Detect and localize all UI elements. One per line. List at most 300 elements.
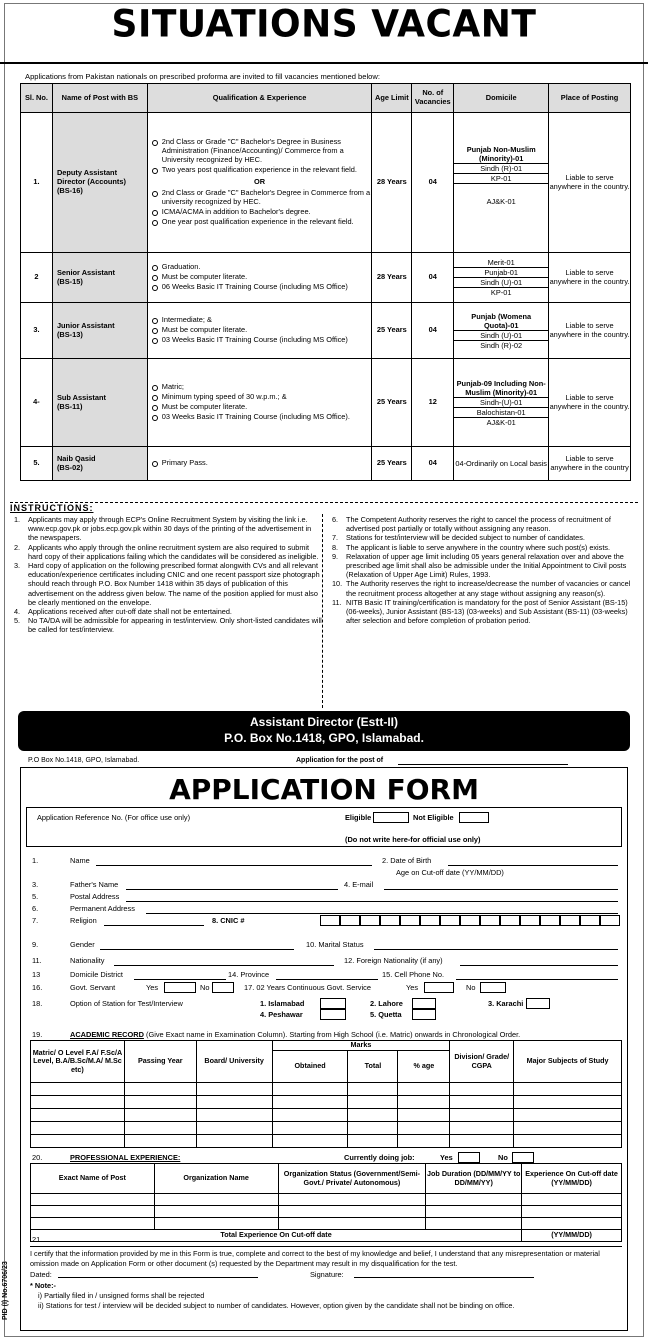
instructions-left-column	[14, 515, 322, 635]
field-number: 11.	[32, 956, 42, 965]
instruction-text: NITB Basic IT training/certification is mandatory for the post of Senior Assistant (BS-15) (06-weeks), Junior Assistant (BS-13) (03-weeks) and Sub Assistant (BS-11) (03-weeks) after selection and before completion of probation period.	[346, 597, 628, 626]
qualification-list	[148, 263, 372, 292]
qualification-item: One year post qualification experience in the relevant field.	[162, 218, 372, 227]
table-row	[21, 303, 631, 359]
instructions-heading: INSTRUCTIONS:	[10, 503, 94, 513]
field-number: 5.	[32, 892, 39, 901]
experience-entry-cell[interactable]	[426, 1206, 522, 1218]
instructions-rule	[10, 502, 638, 513]
marital-status-label: 10. Marital Status	[306, 940, 364, 949]
continuous-yes-checkbox[interactable]	[424, 982, 454, 993]
academic-entry-cell[interactable]	[348, 1122, 398, 1135]
foreign-nationality-input[interactable]	[460, 958, 618, 966]
certification-section	[30, 1246, 622, 1311]
cnic-digit-box[interactable]	[580, 915, 600, 926]
table-header-cell: No. of Vacancies	[412, 84, 454, 113]
academic-col-board: Board/ University	[196, 1041, 272, 1083]
place-of-posting: Liable to serve anywhere in the country.	[549, 359, 631, 447]
academic-entry-cell[interactable]	[450, 1122, 514, 1135]
cnic-digit-box[interactable]	[400, 915, 420, 926]
cnic-digit-box[interactable]	[420, 915, 440, 926]
station-karachi-box[interactable]	[526, 998, 550, 1009]
continuous-service-label: 17. 02 Years Continuous Govt. Service	[244, 983, 371, 992]
pid-reference: PID (I) No.6706/23	[2, 1261, 9, 1320]
domicile-item: Punjab-01	[454, 268, 548, 278]
cnic-digit-box[interactable]	[520, 915, 540, 926]
station-quetta-box[interactable]	[412, 1009, 436, 1020]
academic-entry-cell[interactable]	[124, 1122, 196, 1135]
prof-col-post: Exact Name of Post	[31, 1164, 155, 1194]
religion-input[interactable]	[104, 918, 204, 926]
reference-label: Application Reference No. (For office use only)	[37, 813, 191, 822]
qualification-item: 03 Weeks Basic IT Training Course (including MS Office)	[162, 336, 372, 345]
table-row	[21, 359, 631, 447]
table-row	[31, 1218, 622, 1230]
instruction-item	[14, 607, 322, 616]
intro-text: Applications from Pakistan nationals on prescribed proforma are invited to fill vacancies mentioned below:	[25, 72, 380, 81]
govt-yes-checkbox[interactable]	[164, 982, 196, 993]
academic-entry-cell[interactable]	[514, 1135, 622, 1148]
post-name-cell	[52, 113, 147, 253]
post-bs: (BS-02)	[56, 462, 83, 472]
foreign-nationality-label: 12. Foreign Nationality (if any)	[344, 956, 443, 965]
experience-entry-cell[interactable]	[154, 1206, 278, 1218]
experience-entry-cell[interactable]	[278, 1218, 426, 1230]
cnic-digit-box[interactable]	[540, 915, 560, 926]
table-row	[21, 447, 631, 481]
academic-entry-cell[interactable]	[398, 1083, 450, 1096]
academic-entry-cell[interactable]	[514, 1083, 622, 1096]
cnic-digit-box[interactable]	[340, 915, 360, 926]
domicile-cell	[454, 447, 549, 481]
po-box-small: P.O Box No.1418, GPO, Islamabad.	[28, 757, 140, 764]
qualification-list	[148, 383, 372, 422]
qualification-item: Must be computer literate.	[162, 326, 372, 335]
domicile-item: Punjab-09 Including Non-Muslim (Minority)-01	[454, 379, 548, 398]
job-no-checkbox[interactable]	[512, 1152, 534, 1163]
qualification-item: 03 Weeks Basic IT Training Course (including MS Office).	[162, 413, 372, 422]
qualification-cell	[147, 113, 372, 253]
academic-entry-cell[interactable]	[348, 1083, 398, 1096]
academic-entry-cell[interactable]	[450, 1109, 514, 1122]
station-lahore-label: 2. Lahore	[370, 999, 403, 1008]
field-number: 18.	[32, 999, 43, 1008]
cnic-digit-box[interactable]	[360, 915, 380, 926]
instruction-item	[332, 533, 640, 542]
not-eligible-box[interactable]	[459, 812, 489, 823]
experience-entry-cell[interactable]	[522, 1218, 622, 1230]
instruction-text: No TA/DA will be admissible for appearing in test/interview. Only short-listed candidates will be called for test/interview.	[28, 616, 322, 635]
currently-doing-job-label: Currently doing job:	[344, 1153, 415, 1162]
cnic-digit-box[interactable]	[460, 915, 480, 926]
field-number: 1.	[32, 856, 39, 865]
academic-entry-cell[interactable]	[272, 1096, 348, 1109]
domicile-item: Sindh (U)-01	[454, 278, 548, 288]
station-peshawar-label: 4. Peshawar	[260, 1010, 303, 1019]
name-input[interactable]	[96, 858, 372, 866]
field-number: 9.	[32, 940, 39, 949]
qualification-item: Must be computer literate.	[162, 273, 372, 282]
reference-box	[26, 807, 622, 847]
academic-entry-cell[interactable]	[196, 1109, 272, 1122]
age-limit: 28 Years	[372, 113, 412, 253]
field-number: 6.	[32, 904, 39, 913]
cnic-digit-box[interactable]	[500, 915, 520, 926]
vacancy-count: 04	[412, 253, 454, 303]
academic-entry-cell[interactable]	[196, 1083, 272, 1096]
qualification-item: Graduation.	[162, 263, 372, 272]
vacancy-table	[20, 83, 631, 481]
station-karachi-label: 3. Karachi	[488, 999, 524, 1008]
domicile-item: Punjab Non-Muslim (Minority)-01	[454, 145, 548, 164]
table-row	[31, 1194, 622, 1206]
domicile-item: Sindh (U)-01	[454, 331, 548, 341]
post-bs: (BS-11)	[56, 401, 83, 411]
qualification-item: 2nd Class or Grade "C" Bachelor's Degree in Business Administration (Finance/Accounting)/ Commerce from a University recognized by HEC.	[162, 138, 372, 165]
table-header-cell: Sl. No.	[21, 84, 53, 113]
govt-no-checkbox[interactable]	[212, 982, 234, 993]
post-name-cell	[52, 253, 147, 303]
domicile-item: KP-01	[454, 174, 548, 184]
vacancy-count: 04	[412, 447, 454, 481]
domicile-item: AJ&K-01	[486, 417, 516, 427]
experience-entry-cell[interactable]	[278, 1206, 426, 1218]
domicile-cell	[454, 113, 549, 253]
eligible-label: Eligible	[345, 813, 372, 822]
table-header-cell: Place of Posting	[549, 84, 631, 113]
not-eligible-label: Not Eligible	[413, 813, 454, 822]
field-number: 3.	[32, 880, 39, 889]
province-label: 14. Province	[228, 970, 270, 979]
qualification-item: Must be computer literate.	[162, 403, 372, 412]
station-lahore-box[interactable]	[412, 998, 436, 1009]
academic-col-exam: Matric/ O Level F.A/ F.Sc/A Level, B.A/B.Sc/M.A/ M.Sc etc)	[31, 1041, 125, 1083]
instruction-item	[332, 543, 640, 552]
qualification-item: Two years post qualification experience in the relevant field.	[162, 166, 372, 175]
dated-label: Dated:	[30, 1270, 52, 1279]
domicile-item: Sindh (R)-01	[454, 164, 548, 174]
academic-entry-cell[interactable]	[398, 1122, 450, 1135]
cnic-label: 8. CNIC #	[212, 916, 245, 925]
post-name: Junior Assistant	[56, 320, 115, 330]
station-option-label: Option of Station for Test/Interview	[70, 999, 183, 1008]
age-limit: 25 Years	[372, 447, 412, 481]
cnic-digit-box[interactable]	[600, 915, 620, 926]
table-row	[31, 1109, 622, 1122]
academic-entry-cell[interactable]	[31, 1122, 125, 1135]
academic-col-obtained: Obtained	[272, 1051, 348, 1083]
gender-input[interactable]	[100, 942, 294, 950]
gender-label: Gender	[70, 940, 95, 949]
note-item: ii) Stations for test / interview will be decided subject to number of candidates. However, option given by the candidate shall not be binding on office.	[38, 1301, 515, 1310]
eligible-box[interactable]	[373, 812, 409, 823]
instruction-item	[332, 515, 640, 533]
academic-col-percent: % age	[398, 1051, 450, 1083]
academic-entry-cell[interactable]	[31, 1109, 125, 1122]
application-for-post-label: Application for the post of	[296, 757, 384, 764]
experience-entry-cell[interactable]	[31, 1218, 155, 1230]
vacancy-count: 04	[412, 303, 454, 359]
table-row	[31, 1206, 622, 1218]
instruction-item	[14, 515, 322, 543]
post-name: Sub Assistant	[56, 392, 106, 402]
table-header-cell: Age Limit	[372, 84, 412, 113]
experience-entry-cell[interactable]	[278, 1194, 426, 1206]
experience-entry-cell[interactable]	[426, 1218, 522, 1230]
instruction-number: 4.	[14, 607, 21, 617]
qualification-list	[148, 459, 372, 468]
prof-col-organization: Organization Name	[154, 1164, 278, 1194]
dob-input[interactable]	[448, 858, 618, 866]
academic-entry-cell[interactable]	[348, 1135, 398, 1148]
note-heading: * Note:-	[30, 1281, 56, 1290]
academic-record-table	[30, 1040, 622, 1148]
instruction-number: 11.	[332, 597, 342, 607]
instruction-text: Stations for test/interview will be decided subject to number of candidates.	[346, 533, 585, 543]
qualification-list	[148, 189, 372, 227]
post-serial: 5.	[21, 447, 53, 481]
title-rule	[0, 62, 648, 64]
table-row	[31, 1135, 622, 1148]
experience-entry-cell[interactable]	[154, 1218, 278, 1230]
cnic-digit-box[interactable]	[440, 915, 460, 926]
academic-entry-cell[interactable]	[450, 1083, 514, 1096]
note-item: i) Partially filed in / unsigned forms shall be rejected	[38, 1291, 205, 1300]
academic-entry-cell[interactable]	[124, 1096, 196, 1109]
address-banner	[18, 711, 630, 751]
signature-input[interactable]	[354, 1270, 534, 1278]
academic-entry-cell[interactable]	[348, 1109, 398, 1122]
post-applied-line[interactable]	[398, 757, 568, 765]
academic-entry-cell[interactable]	[196, 1096, 272, 1109]
prof-col-status: Organization Status (Government/Semi-Govt./ Private/ Autonomous)	[278, 1164, 426, 1194]
instruction-number: 3.	[14, 561, 21, 571]
domicile-district-label: Domicile District	[70, 970, 123, 979]
academic-entry-cell[interactable]	[196, 1122, 272, 1135]
qualification-item: Matric;	[162, 383, 372, 392]
nationality-input[interactable]	[114, 958, 334, 966]
academic-entry-cell[interactable]	[196, 1135, 272, 1148]
domicile-cell	[454, 253, 549, 303]
age-limit: 28 Years	[372, 253, 412, 303]
page-title: SITUATIONS VACANT	[111, 2, 537, 47]
instruction-text: Relaxation of upper age limit including 05 years general relaxation over and above the prescribed age limit shall also be admissible under the Initial Appointment to Civil posts (Relaxation of Upper Age Limit) Rules, 1993.	[346, 551, 627, 580]
qualification-item: 06 Weeks Basic IT Training Course (including MS Office)	[162, 283, 372, 292]
or-separator: OR	[254, 176, 266, 186]
field-number: 13	[32, 970, 41, 979]
post-bs: (BS-13)	[56, 329, 83, 339]
continuous-no-label: No	[466, 983, 476, 992]
academic-entry-cell[interactable]	[450, 1135, 514, 1148]
experience-entry-cell[interactable]	[522, 1194, 622, 1206]
experience-entry-cell[interactable]	[31, 1206, 155, 1218]
academic-col-division: Division/ Grade/ CGPA	[450, 1041, 514, 1083]
academic-col-year: Passing Year	[124, 1041, 196, 1083]
qualification-cell	[147, 303, 372, 359]
instruction-number: 1.	[14, 515, 21, 524]
instruction-text: Hard copy of application on the following prescribed format alongwith CVs and all relevant education/experience certificates including CNIC and one recent passport size photograph should reach through P.O. Box Number 1418 within 35 days of publication of this advertisement on the address given below. The name of the position applied for must also be clearly mentioned on the envelope.	[28, 561, 320, 607]
job-yes-checkbox[interactable]	[458, 1152, 480, 1163]
post-serial: 3.	[21, 303, 53, 359]
instruction-item	[14, 543, 322, 561]
academic-entry-cell[interactable]	[398, 1096, 450, 1109]
field-number: 20.	[32, 1153, 43, 1162]
post-name: Senior Assistant	[56, 267, 115, 277]
prof-col-duration: Job Duration (DD/MM/YY to DD/MM/YY)	[426, 1164, 522, 1194]
cnic-digit-box[interactable]	[480, 915, 500, 926]
field-number: 21.	[32, 1235, 43, 1244]
place-of-posting: Liable to serve anywhere in the country	[549, 447, 631, 481]
post-bs: (BS-15)	[56, 276, 83, 286]
academic-entry-cell[interactable]	[124, 1083, 196, 1096]
academic-entry-cell[interactable]	[31, 1135, 125, 1148]
cell-phone-input[interactable]	[456, 972, 618, 980]
cnic-digit-box[interactable]	[560, 915, 580, 926]
academic-entry-cell[interactable]	[31, 1083, 125, 1096]
table-header-cell: Name of Post with BS	[52, 84, 147, 113]
domicile-item: Punjab (Womena Quota)-01	[454, 312, 548, 331]
govt-no-label: No	[200, 983, 210, 992]
academic-entry-cell[interactable]	[398, 1135, 450, 1148]
academic-col-total: Total	[348, 1051, 398, 1083]
experience-entry-cell[interactable]	[426, 1194, 522, 1206]
address-line-1: Assistant Director (Estt-II)	[249, 715, 399, 729]
vacancy-count: 04	[412, 113, 454, 253]
total-experience-unit: (YY/MM/DD)	[522, 1230, 622, 1242]
nationality-label: Nationality	[70, 956, 105, 965]
place-of-posting: Liable to serve anywhere in the country.	[549, 113, 631, 253]
certification-text: I certify that the information provided by me in this Form is true, complete and correct to the best of my knowledge and belief, I understand that any misrepresentation or material omission made on Application Form or other document (s) requested by the Department may result in my disqualification for the test.	[30, 1249, 600, 1268]
prof-col-experience: Experience On Cut-off date (YY/MM/DD)	[522, 1164, 622, 1194]
province-input[interactable]	[276, 972, 378, 980]
professional-experience-label: PROFESSIONAL EXPERIENCE:	[70, 1153, 181, 1162]
post-serial: 1.	[21, 113, 53, 253]
domicile-item: Sindh-(U)-01	[454, 398, 548, 408]
academic-entry-cell[interactable]	[272, 1122, 348, 1135]
instruction-text: The Competent Authority reserves the right to cancel the process of recruitment of advertised post partially or totally without assigning any reason.	[346, 515, 611, 534]
academic-entry-cell[interactable]	[124, 1109, 196, 1122]
instructions-divider	[322, 514, 323, 708]
father-name-label: Father's Name	[70, 880, 119, 889]
office-use-note: (Do not write here-for official use only)	[345, 835, 481, 844]
postal-address-input[interactable]	[126, 894, 618, 902]
instruction-number: 8.	[332, 542, 339, 552]
post-name-cell	[52, 359, 147, 447]
academic-entry-cell[interactable]	[514, 1096, 622, 1109]
instruction-number: 6.	[332, 515, 339, 524]
academic-entry-cell[interactable]	[272, 1135, 348, 1148]
domicile-cell	[454, 303, 549, 359]
academic-entry-cell[interactable]	[31, 1096, 125, 1109]
experience-entry-cell[interactable]	[154, 1194, 278, 1206]
post-serial: 4-	[21, 359, 53, 447]
age-limit: 25 Years	[372, 359, 412, 447]
instruction-text: Applicants may apply through ECP's Online Recruitment System by visiting the link i.e. www.ecp.gov.pk or jobs.ecp.gov.pk within 30 days of the printing of the advertisement in the newspapers.	[28, 515, 312, 543]
station-quetta-label: 5. Quetta	[370, 1010, 402, 1019]
domicile-item: Merit-01	[454, 258, 548, 268]
instruction-number: 10.	[332, 579, 343, 589]
field-number: 7.	[32, 916, 39, 925]
table-row	[31, 1083, 622, 1096]
table-row	[31, 1122, 622, 1135]
station-peshawar-box[interactable]	[320, 1009, 346, 1020]
table-row	[31, 1096, 622, 1109]
instruction-number: 9.	[332, 551, 339, 561]
total-experience-label: Total Experience On Cut-off date	[31, 1230, 522, 1242]
qualification-item: Primary Pass.	[162, 459, 372, 468]
qualification-cell	[147, 447, 372, 481]
qualification-item: 2nd Class or Grade "C" Bachelor's Degree in Commerce from a university recognized by HEC.	[161, 188, 371, 207]
instructions-right-column	[332, 515, 640, 625]
academic-entry-cell[interactable]	[272, 1109, 348, 1122]
instruction-item	[14, 561, 322, 607]
academic-entry-cell[interactable]	[348, 1096, 398, 1109]
email-input[interactable]	[384, 882, 618, 890]
experience-entry-cell[interactable]	[522, 1206, 622, 1218]
instruction-text: The applicant is liable to serve anywhere in the country where such post(s) exists.	[346, 542, 611, 552]
postal-address-label: Postal Address	[70, 892, 120, 901]
age-limit: 25 Years	[372, 303, 412, 359]
academic-entry-cell[interactable]	[514, 1109, 622, 1122]
job-no-label: No	[498, 1153, 508, 1162]
domicile-item: 04-Ordinarily on Local basis	[455, 459, 547, 468]
academic-entry-cell[interactable]	[514, 1122, 622, 1135]
qualification-item: Intermediate; &	[162, 316, 372, 325]
field-number: 19.	[32, 1030, 43, 1039]
post-name: Deputy Assistant Director (Accounts)	[56, 168, 126, 187]
qualification-item: ICMA/ACMA in addition to Bachelor's degree.	[162, 208, 372, 217]
religion-label: Religion	[70, 916, 97, 925]
post-name-cell	[52, 447, 147, 481]
dated-input[interactable]	[58, 1270, 258, 1278]
signature-label: Signature:	[310, 1270, 344, 1279]
age-cutoff-label: Age on Cut-off date (YY/MM/DD)	[396, 868, 504, 877]
instruction-number: 2.	[14, 542, 21, 552]
table-header-cell: Qualification & Experience	[147, 84, 372, 113]
experience-entry-cell[interactable]	[31, 1194, 155, 1206]
vacancy-count: 12	[412, 359, 454, 447]
cnic-digit-box[interactable]	[380, 915, 400, 926]
qualification-cell	[147, 253, 372, 303]
domicile-district-input[interactable]	[134, 972, 226, 980]
domicile-item: AJ&K-01	[486, 197, 516, 206]
cnic-digit-box[interactable]	[320, 915, 340, 926]
table-header-cell: Domicile	[454, 84, 549, 113]
instruction-item	[332, 579, 640, 597]
field-number: 16.	[32, 983, 43, 992]
name-label: Name	[70, 856, 90, 865]
academic-record-note: (Give Exact name in Examination Column). Starting from High School (i.e. Matric) onwards in Chronological Order.	[146, 1030, 521, 1039]
instruction-number: 7.	[332, 533, 339, 543]
academic-entry-cell[interactable]	[124, 1135, 196, 1148]
marital-status-input[interactable]	[374, 942, 618, 950]
academic-col-subjects: Major Subjects of Study	[514, 1041, 622, 1083]
academic-entry-cell[interactable]	[272, 1083, 348, 1096]
post-name: Naib Qasid	[56, 453, 96, 463]
continuous-yes-label: Yes	[406, 983, 419, 992]
academic-entry-cell[interactable]	[450, 1096, 514, 1109]
permanent-address-input[interactable]	[146, 906, 618, 914]
email-label: 4. E-mail	[344, 880, 374, 889]
instruction-text: Applicants who apply through the online recruitment system are also required to submit hard copy of their applications failing which the candidates will be considered as ineligible.	[28, 542, 319, 561]
station-islamabad-box[interactable]	[320, 998, 346, 1009]
father-name-input[interactable]	[126, 882, 338, 890]
professional-experience-table	[30, 1163, 622, 1242]
continuous-no-checkbox[interactable]	[480, 982, 506, 993]
academic-entry-cell[interactable]	[398, 1109, 450, 1122]
job-yes-label: Yes	[440, 1153, 453, 1162]
permanent-address-label: Permanent Address	[70, 904, 135, 913]
